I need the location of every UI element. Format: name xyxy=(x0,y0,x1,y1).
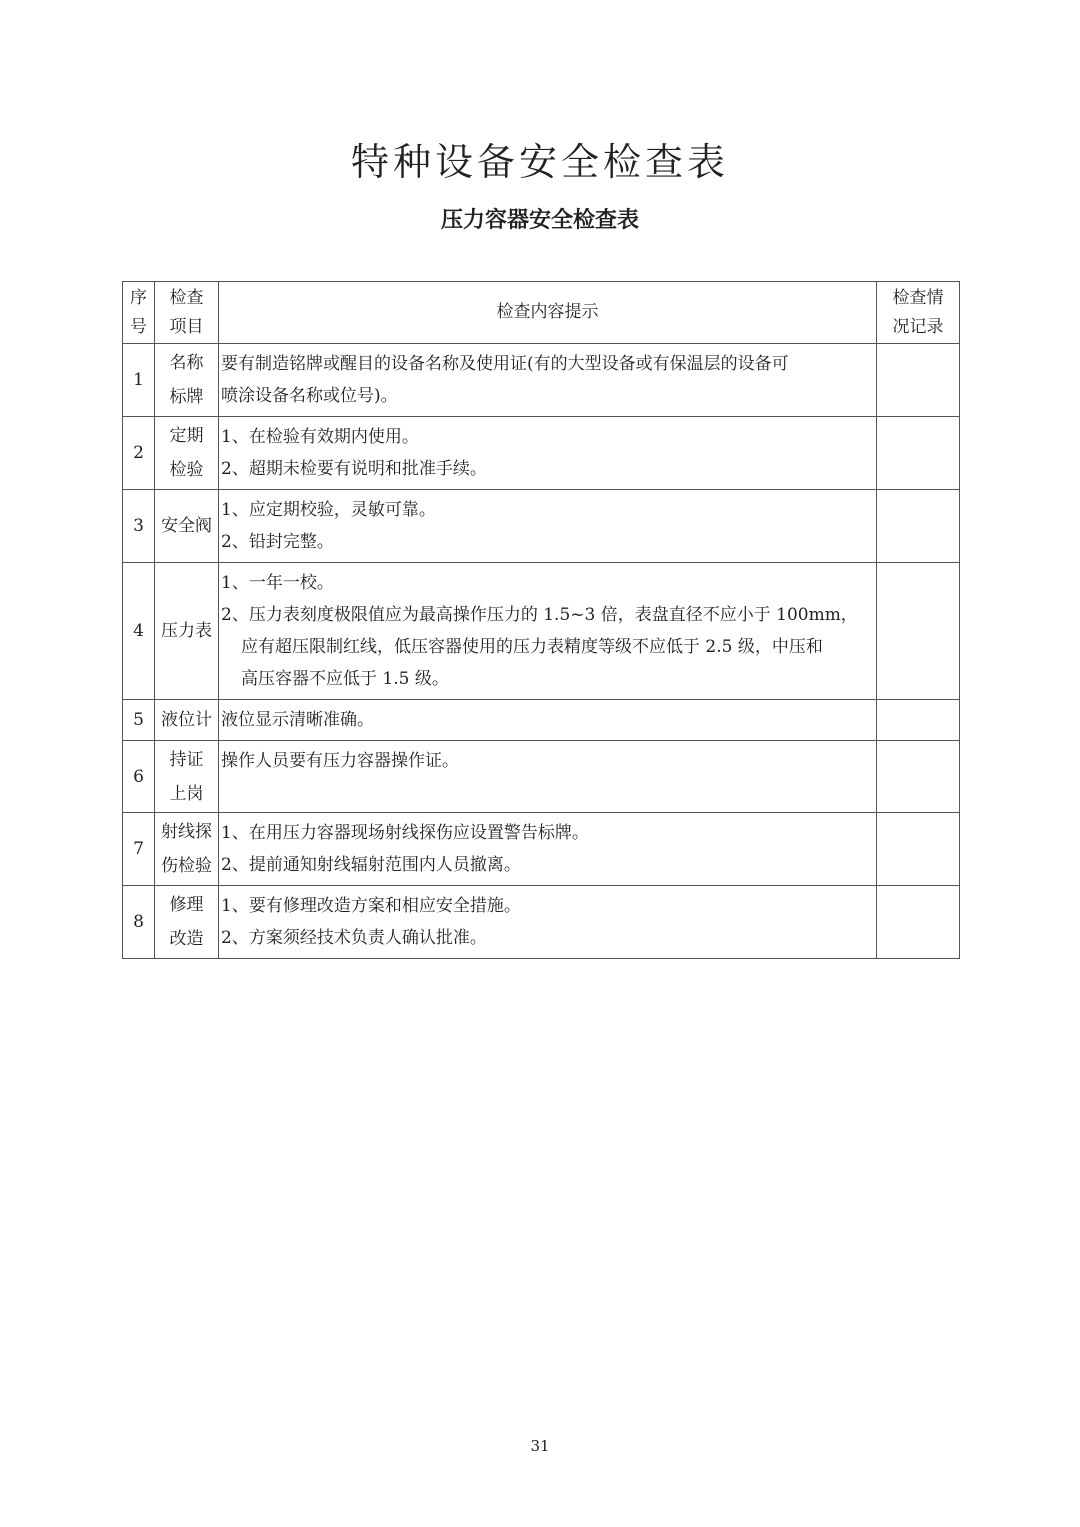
row-content-line: 应有超压限制红线，低压容器使用的压力表精度等级不应低于 2.5 级，中压和 xyxy=(241,637,823,657)
row-item-line: 安全阀 xyxy=(161,516,212,536)
row-content-line: 2、铅封完整。 xyxy=(221,532,334,552)
row-content xyxy=(219,886,877,959)
row-seq: 4 xyxy=(123,563,155,700)
row-content xyxy=(219,563,877,700)
document-title: 特种设备安全检查表 xyxy=(350,140,729,184)
table-row xyxy=(123,813,960,886)
header-seq xyxy=(123,282,155,344)
table-row xyxy=(123,886,960,959)
row-content xyxy=(219,344,877,417)
row-content xyxy=(219,417,877,490)
row-seq: 8 xyxy=(123,886,155,959)
row-content xyxy=(219,741,877,813)
row-seq: 7 xyxy=(123,813,155,886)
row-item xyxy=(155,700,219,741)
row-content-line: 1、在用压力容器现场射线探伤应设置警告标牌。 xyxy=(221,823,589,843)
header-item-line: 检查 xyxy=(169,287,204,308)
header-content: 检查内容提示 xyxy=(219,282,877,344)
row-content-line: 2、超期未检要有说明和批准手续。 xyxy=(221,459,487,479)
header-record-line: 况记录 xyxy=(892,316,944,337)
row-item xyxy=(155,563,219,700)
table-row xyxy=(123,700,960,741)
row-record[interactable] xyxy=(877,813,960,886)
row-seq: 2 xyxy=(123,417,155,490)
row-seq: 1 xyxy=(123,344,155,417)
row-content-line: 1、应定期校验，灵敏可靠。 xyxy=(221,500,436,520)
row-content xyxy=(219,813,877,886)
row-item-line: 修理 xyxy=(169,895,204,915)
row-seq: 3 xyxy=(123,490,155,563)
header-record xyxy=(877,282,960,344)
table-row xyxy=(123,490,960,563)
pressure-vessel-checklist-table xyxy=(122,281,960,959)
row-item xyxy=(155,417,219,490)
row-content-line: 2、压力表刻度极限值应为最高操作压力的 1.5~3 倍，表盘直径不应小于 100mm， xyxy=(221,605,858,625)
row-item xyxy=(155,813,219,886)
row-record[interactable] xyxy=(877,563,960,700)
page-number: 31 xyxy=(530,1437,550,1455)
table-header-row xyxy=(123,282,960,344)
row-record[interactable] xyxy=(877,490,960,563)
row-record[interactable] xyxy=(877,344,960,417)
table-row xyxy=(123,563,960,700)
table-row xyxy=(123,344,960,417)
row-item-line: 上岗 xyxy=(169,783,204,804)
header-item-line: 项目 xyxy=(169,316,204,337)
row-record[interactable] xyxy=(877,741,960,813)
header-seq-line: 序 xyxy=(130,287,147,308)
header-item xyxy=(155,282,219,344)
row-content-line: 1、一年一校。 xyxy=(221,573,334,593)
row-item xyxy=(155,886,219,959)
row-item xyxy=(155,344,219,417)
row-record[interactable] xyxy=(877,417,960,490)
row-content xyxy=(219,490,877,563)
row-item-line: 持证 xyxy=(169,749,204,770)
row-content-line: 2、方案须经技术负责人确认批准。 xyxy=(221,928,487,948)
row-item-line: 改造 xyxy=(169,929,204,949)
row-item-line: 液位计 xyxy=(161,710,212,730)
row-content-line: 2、提前通知射线辐射范围内人员撤离。 xyxy=(221,855,521,875)
row-item-line: 伤检验 xyxy=(161,856,212,876)
row-content-line: 1、在检验有效期内使用。 xyxy=(221,427,419,447)
row-item xyxy=(155,490,219,563)
row-seq: 6 xyxy=(123,741,155,813)
table-row xyxy=(123,417,960,490)
table-row xyxy=(123,741,960,813)
row-content-line: 1、要有修理改造方案和相应安全措施。 xyxy=(221,896,521,916)
row-content-line: 液位显示清晰准确。 xyxy=(221,710,374,730)
row-item-line: 检验 xyxy=(169,460,204,480)
table-body xyxy=(123,344,960,959)
row-item-line: 名称 xyxy=(169,353,204,373)
row-item-line: 标牌 xyxy=(169,387,204,407)
row-item xyxy=(155,741,219,813)
row-content-line: 操作人员要有压力容器操作证。 xyxy=(221,751,459,771)
row-item-line: 压力表 xyxy=(161,621,212,641)
header-record-line: 检查情 xyxy=(892,287,944,308)
row-content-line: 要有制造铭牌或醒目的设备名称及使用证(有的大型设备或有保温层的设备可 xyxy=(221,354,789,374)
row-seq: 5 xyxy=(123,700,155,741)
header-seq-line: 号 xyxy=(130,316,147,337)
row-record[interactable] xyxy=(877,700,960,741)
row-content xyxy=(219,700,877,741)
row-content-line: 喷涂设备名称或位号)。 xyxy=(221,386,398,406)
row-record[interactable] xyxy=(877,886,960,959)
row-item-line: 射线探 xyxy=(161,822,212,842)
document-subtitle: 压力容器安全检查表 xyxy=(440,207,639,233)
row-item-line: 定期 xyxy=(169,426,204,446)
row-content-line: 高压容器不应低于 1.5 级。 xyxy=(241,669,449,689)
